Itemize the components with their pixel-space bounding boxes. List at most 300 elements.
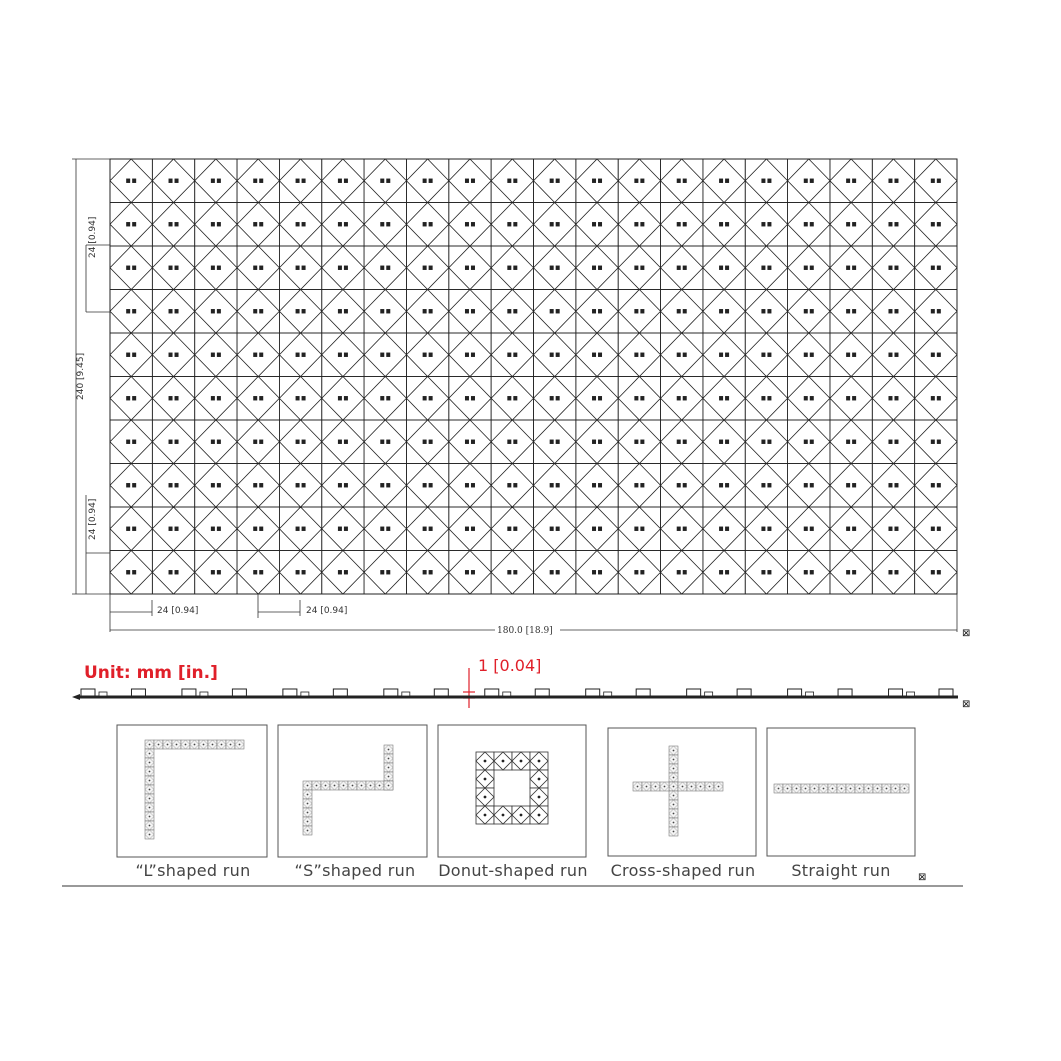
led-tile <box>703 333 745 377</box>
led-chip <box>683 179 687 183</box>
led-tile <box>788 420 830 464</box>
led-chip <box>211 570 215 574</box>
led-chip <box>132 222 136 226</box>
diamond-outline <box>915 290 957 334</box>
led-chip <box>852 483 856 487</box>
led-tile <box>618 551 660 595</box>
led-tile <box>618 507 660 551</box>
led-tile <box>915 551 957 595</box>
led-tile <box>364 159 406 203</box>
led-tile <box>110 464 152 508</box>
led-chip <box>211 440 215 444</box>
led-chip <box>211 266 215 270</box>
led-chip <box>640 266 644 270</box>
mini-tile <box>145 758 154 767</box>
led-chip <box>683 527 687 531</box>
diamond-outline <box>788 203 830 247</box>
led-chip <box>423 222 427 226</box>
diamond-outline <box>406 551 448 595</box>
led-tile <box>449 246 491 290</box>
led-chip <box>253 179 257 183</box>
led-chip <box>253 309 257 313</box>
led-chip <box>380 396 384 400</box>
led-tile <box>534 246 576 290</box>
diamond-outline <box>237 203 279 247</box>
led-chip <box>810 527 814 531</box>
diamond-outline <box>406 159 448 203</box>
mini-tile <box>348 781 357 790</box>
led-chip <box>767 353 771 357</box>
mini-tile <box>303 826 312 835</box>
led-chip <box>592 483 596 487</box>
led-chip <box>931 179 935 183</box>
led-tile <box>534 420 576 464</box>
led-chip <box>725 353 729 357</box>
led-chip <box>513 222 517 226</box>
led-tile <box>661 507 703 551</box>
led-tile <box>195 290 237 334</box>
diamond-outline <box>237 551 279 595</box>
led-tile <box>745 507 787 551</box>
led-chip <box>598 353 602 357</box>
led-tile <box>788 333 830 377</box>
diamond-outline <box>152 246 194 290</box>
diamond-outline <box>745 420 787 464</box>
donut-tile <box>530 752 548 770</box>
thickness-indicator <box>463 668 475 708</box>
diamond-outline <box>491 290 533 334</box>
led-tile <box>576 246 618 290</box>
diamond-outline <box>576 159 618 203</box>
diamond-outline <box>491 159 533 203</box>
led-chip <box>211 483 215 487</box>
diamond-outline <box>279 159 321 203</box>
led-tile <box>110 290 152 334</box>
diamond-outline <box>788 551 830 595</box>
led-tile <box>661 290 703 334</box>
diamond-outline <box>703 333 745 377</box>
diamond-outline <box>576 203 618 247</box>
led-chip <box>211 353 215 357</box>
diamond-outline <box>364 159 406 203</box>
led-tile <box>618 203 660 247</box>
led-chip <box>471 527 475 531</box>
led-chip <box>810 570 814 574</box>
led-chip <box>634 309 638 313</box>
led-chip <box>931 440 935 444</box>
led-chip <box>677 440 681 444</box>
mini-tile <box>687 782 696 791</box>
profile-bump <box>838 689 852 696</box>
diamond-outline <box>449 464 491 508</box>
mini-tile <box>384 763 393 772</box>
led-tile <box>491 420 533 464</box>
diamond-outline <box>788 159 830 203</box>
diamond-outline <box>872 333 914 377</box>
led-tile <box>364 507 406 551</box>
led-chip <box>937 440 941 444</box>
profile-bump <box>939 689 953 696</box>
profile-connector <box>705 692 713 696</box>
led-chip <box>380 440 384 444</box>
led-chip <box>556 266 560 270</box>
led-chip <box>937 309 941 313</box>
led-chip <box>465 570 469 574</box>
led-tile <box>195 246 237 290</box>
led-tile <box>618 420 660 464</box>
led-tile <box>364 464 406 508</box>
led-tile <box>618 290 660 334</box>
profile-bump <box>636 689 650 696</box>
led-chip <box>259 222 263 226</box>
diamond-outline <box>618 246 660 290</box>
led-chip <box>296 483 300 487</box>
diamond-outline <box>110 290 152 334</box>
led-chip <box>429 266 433 270</box>
diamond-outline <box>788 420 830 464</box>
led-chip <box>296 440 300 444</box>
led-chip <box>513 179 517 183</box>
diamond-outline <box>576 507 618 551</box>
led-chip <box>640 396 644 400</box>
diamond-outline <box>152 159 194 203</box>
led-chip <box>846 570 850 574</box>
led-tile <box>830 464 872 508</box>
led-chip <box>931 309 935 313</box>
led-chip <box>761 527 765 531</box>
profile-connector <box>907 692 915 696</box>
diamond-outline <box>152 551 194 595</box>
led-tile <box>322 464 364 508</box>
led-chip <box>296 179 300 183</box>
diamond-outline <box>661 551 703 595</box>
led-chip <box>761 570 765 574</box>
led-chip <box>719 440 723 444</box>
led-chip <box>175 527 179 531</box>
diamond-outline <box>364 290 406 334</box>
diamond-outline <box>576 420 618 464</box>
led-tile <box>661 159 703 203</box>
diamond-outline <box>449 159 491 203</box>
led-chip <box>598 179 602 183</box>
diamond-outline <box>237 377 279 421</box>
led-chip <box>126 309 130 313</box>
led-tile <box>745 377 787 421</box>
led-chip <box>132 353 136 357</box>
diamond-outline <box>872 159 914 203</box>
diamond-outline <box>449 246 491 290</box>
led-chip <box>888 309 892 313</box>
diamond-outline <box>915 420 957 464</box>
profile-connector <box>402 692 410 696</box>
led-chip <box>937 527 941 531</box>
mini-tile <box>303 781 312 790</box>
led-chip <box>852 570 856 574</box>
led-chip <box>683 570 687 574</box>
led-chip <box>126 353 130 357</box>
diamond-outline <box>237 507 279 551</box>
led-chip <box>550 396 554 400</box>
led-chip <box>217 527 221 531</box>
led-chip <box>640 440 644 444</box>
mini-tile <box>828 784 837 793</box>
led-chip <box>169 179 173 183</box>
diamond-outline <box>406 203 448 247</box>
mini-tile <box>154 740 163 749</box>
mini-tile <box>774 784 783 793</box>
diamond-outline <box>703 420 745 464</box>
mini-tile <box>145 794 154 803</box>
led-chip <box>169 483 173 487</box>
diamond-outline <box>703 203 745 247</box>
led-tile <box>872 203 914 247</box>
led-tile <box>872 507 914 551</box>
mini-tile <box>633 782 642 791</box>
led-tile <box>576 507 618 551</box>
led-tile <box>279 203 321 247</box>
diamond-outline <box>661 159 703 203</box>
led-chip <box>465 266 469 270</box>
led-tile <box>661 464 703 508</box>
led-tile <box>534 464 576 508</box>
led-chip <box>169 570 173 574</box>
led-tile <box>152 333 194 377</box>
led-chip <box>598 222 602 226</box>
led-tile <box>152 420 194 464</box>
diamond-outline <box>661 507 703 551</box>
led-chip <box>556 353 560 357</box>
led-chip <box>296 527 300 531</box>
mini-tile <box>855 784 864 793</box>
diamond-outline <box>279 246 321 290</box>
diamond-outline <box>661 290 703 334</box>
mini-tile <box>145 785 154 794</box>
led-chip <box>132 440 136 444</box>
diamond-outline <box>872 507 914 551</box>
led-chip <box>640 222 644 226</box>
led-tile <box>788 464 830 508</box>
led-chip <box>344 440 348 444</box>
led-chip <box>677 309 681 313</box>
led-tile <box>279 464 321 508</box>
led-tile <box>110 507 152 551</box>
diamond-outline <box>830 420 872 464</box>
diamond-outline <box>449 203 491 247</box>
led-chip <box>761 483 765 487</box>
led-chip <box>556 570 560 574</box>
led-chip <box>846 527 850 531</box>
led-chip <box>513 266 517 270</box>
led-chip <box>888 527 892 531</box>
led-chip <box>677 570 681 574</box>
led-chip <box>217 570 221 574</box>
diamond-outline <box>322 551 364 595</box>
led-tile <box>915 203 957 247</box>
led-chip <box>175 266 179 270</box>
led-tile <box>661 203 703 247</box>
led-chip <box>338 266 342 270</box>
led-chip <box>550 353 554 357</box>
diamond-outline <box>110 507 152 551</box>
led-chip <box>888 353 892 357</box>
led-chip <box>386 527 390 531</box>
led-tile <box>364 377 406 421</box>
led-chip <box>556 396 560 400</box>
led-chip <box>804 527 808 531</box>
led-tile <box>491 246 533 290</box>
profile-bump <box>333 689 347 696</box>
led-tile <box>830 377 872 421</box>
led-chip <box>931 570 935 574</box>
mini-tile <box>864 784 873 793</box>
diamond-outline <box>576 377 618 421</box>
led-tile <box>279 507 321 551</box>
led-chip <box>640 570 644 574</box>
led-chip <box>380 353 384 357</box>
led-chip <box>423 266 427 270</box>
led-tile <box>534 159 576 203</box>
end-marker-2: ⊠ <box>962 699 971 710</box>
diamond-outline <box>195 333 237 377</box>
led-tile <box>830 203 872 247</box>
donut-tile <box>494 806 512 824</box>
led-chip <box>761 309 765 313</box>
profile-bump <box>81 689 95 696</box>
led-tile <box>110 377 152 421</box>
profile-bump <box>131 689 145 696</box>
led-chip <box>169 266 173 270</box>
led-chip <box>423 309 427 313</box>
led-tile <box>322 507 364 551</box>
led-chip <box>683 396 687 400</box>
led-tile <box>491 333 533 377</box>
led-chip <box>132 266 136 270</box>
cell-height-dimension-top: 24 [0.94] <box>88 216 98 258</box>
led-tile <box>449 159 491 203</box>
led-chip <box>810 483 814 487</box>
led-chip <box>634 396 638 400</box>
diamond-outline <box>830 246 872 290</box>
led-chip <box>810 396 814 400</box>
led-chip <box>719 309 723 313</box>
led-tile <box>534 333 576 377</box>
led-tile <box>152 377 194 421</box>
led-chip <box>725 179 729 183</box>
diamond-outline <box>406 507 448 551</box>
led-chip <box>423 570 427 574</box>
diamond-outline <box>152 203 194 247</box>
config-caption: Cross-shaped run <box>610 861 756 880</box>
led-chip <box>937 179 941 183</box>
led-tile <box>703 246 745 290</box>
led-tile <box>915 464 957 508</box>
led-tile <box>195 377 237 421</box>
led-chip <box>217 266 221 270</box>
diamond-outline <box>237 333 279 377</box>
donut-tile <box>476 770 494 788</box>
led-chip <box>937 483 941 487</box>
led-chip <box>211 179 215 183</box>
diamond-outline <box>364 377 406 421</box>
diamond-outline <box>237 290 279 334</box>
led-tile <box>872 333 914 377</box>
led-chip <box>338 309 342 313</box>
donut-tile <box>530 806 548 824</box>
led-chip <box>598 440 602 444</box>
led-chip <box>386 570 390 574</box>
diamond-outline <box>364 246 406 290</box>
led-chip <box>253 353 257 357</box>
diamond-outline <box>534 464 576 508</box>
led-chip <box>640 309 644 313</box>
led-tile <box>872 464 914 508</box>
led-tile <box>449 551 491 595</box>
led-chip <box>846 266 850 270</box>
led-chip <box>810 266 814 270</box>
led-chip <box>677 396 681 400</box>
mini-tile <box>357 781 366 790</box>
profile-connector <box>806 692 814 696</box>
mini-tile <box>163 740 172 749</box>
led-chip <box>386 179 390 183</box>
diamond-outline <box>322 290 364 334</box>
mini-tile <box>882 784 891 793</box>
led-tile <box>195 551 237 595</box>
led-tile <box>152 246 194 290</box>
led-chip <box>550 179 554 183</box>
led-chip <box>465 179 469 183</box>
led-tile <box>576 420 618 464</box>
mini-tile <box>384 781 393 790</box>
donut-tile <box>476 788 494 806</box>
diamond-outline <box>364 464 406 508</box>
led-tile <box>491 377 533 421</box>
unit-label: Unit: mm [in.] <box>84 663 218 683</box>
mini-tile <box>678 782 687 791</box>
led-chip <box>296 266 300 270</box>
diamond-outline <box>534 377 576 421</box>
led-chip <box>344 570 348 574</box>
mini-tile <box>145 740 154 749</box>
led-chip <box>302 396 306 400</box>
led-chip <box>852 396 856 400</box>
diamond-outline <box>491 551 533 595</box>
diamond-outline <box>830 159 872 203</box>
mini-tile <box>303 799 312 808</box>
led-tile <box>195 464 237 508</box>
led-chip <box>556 483 560 487</box>
led-chip <box>640 353 644 357</box>
led-chip <box>169 222 173 226</box>
led-chip <box>634 266 638 270</box>
led-chip <box>677 179 681 183</box>
led-chip <box>471 353 475 357</box>
diamond-outline <box>152 464 194 508</box>
led-chip <box>852 353 856 357</box>
led-chip <box>302 266 306 270</box>
mini-tile <box>837 784 846 793</box>
diamond-outline <box>915 246 957 290</box>
diamond-outline <box>745 377 787 421</box>
diamond-outline <box>406 290 448 334</box>
led-tile <box>406 203 448 247</box>
led-chip <box>338 179 342 183</box>
led-chip <box>380 570 384 574</box>
led-chip <box>550 309 554 313</box>
diamond-outline <box>788 464 830 508</box>
mini-tile <box>801 784 810 793</box>
diamond-outline <box>449 290 491 334</box>
